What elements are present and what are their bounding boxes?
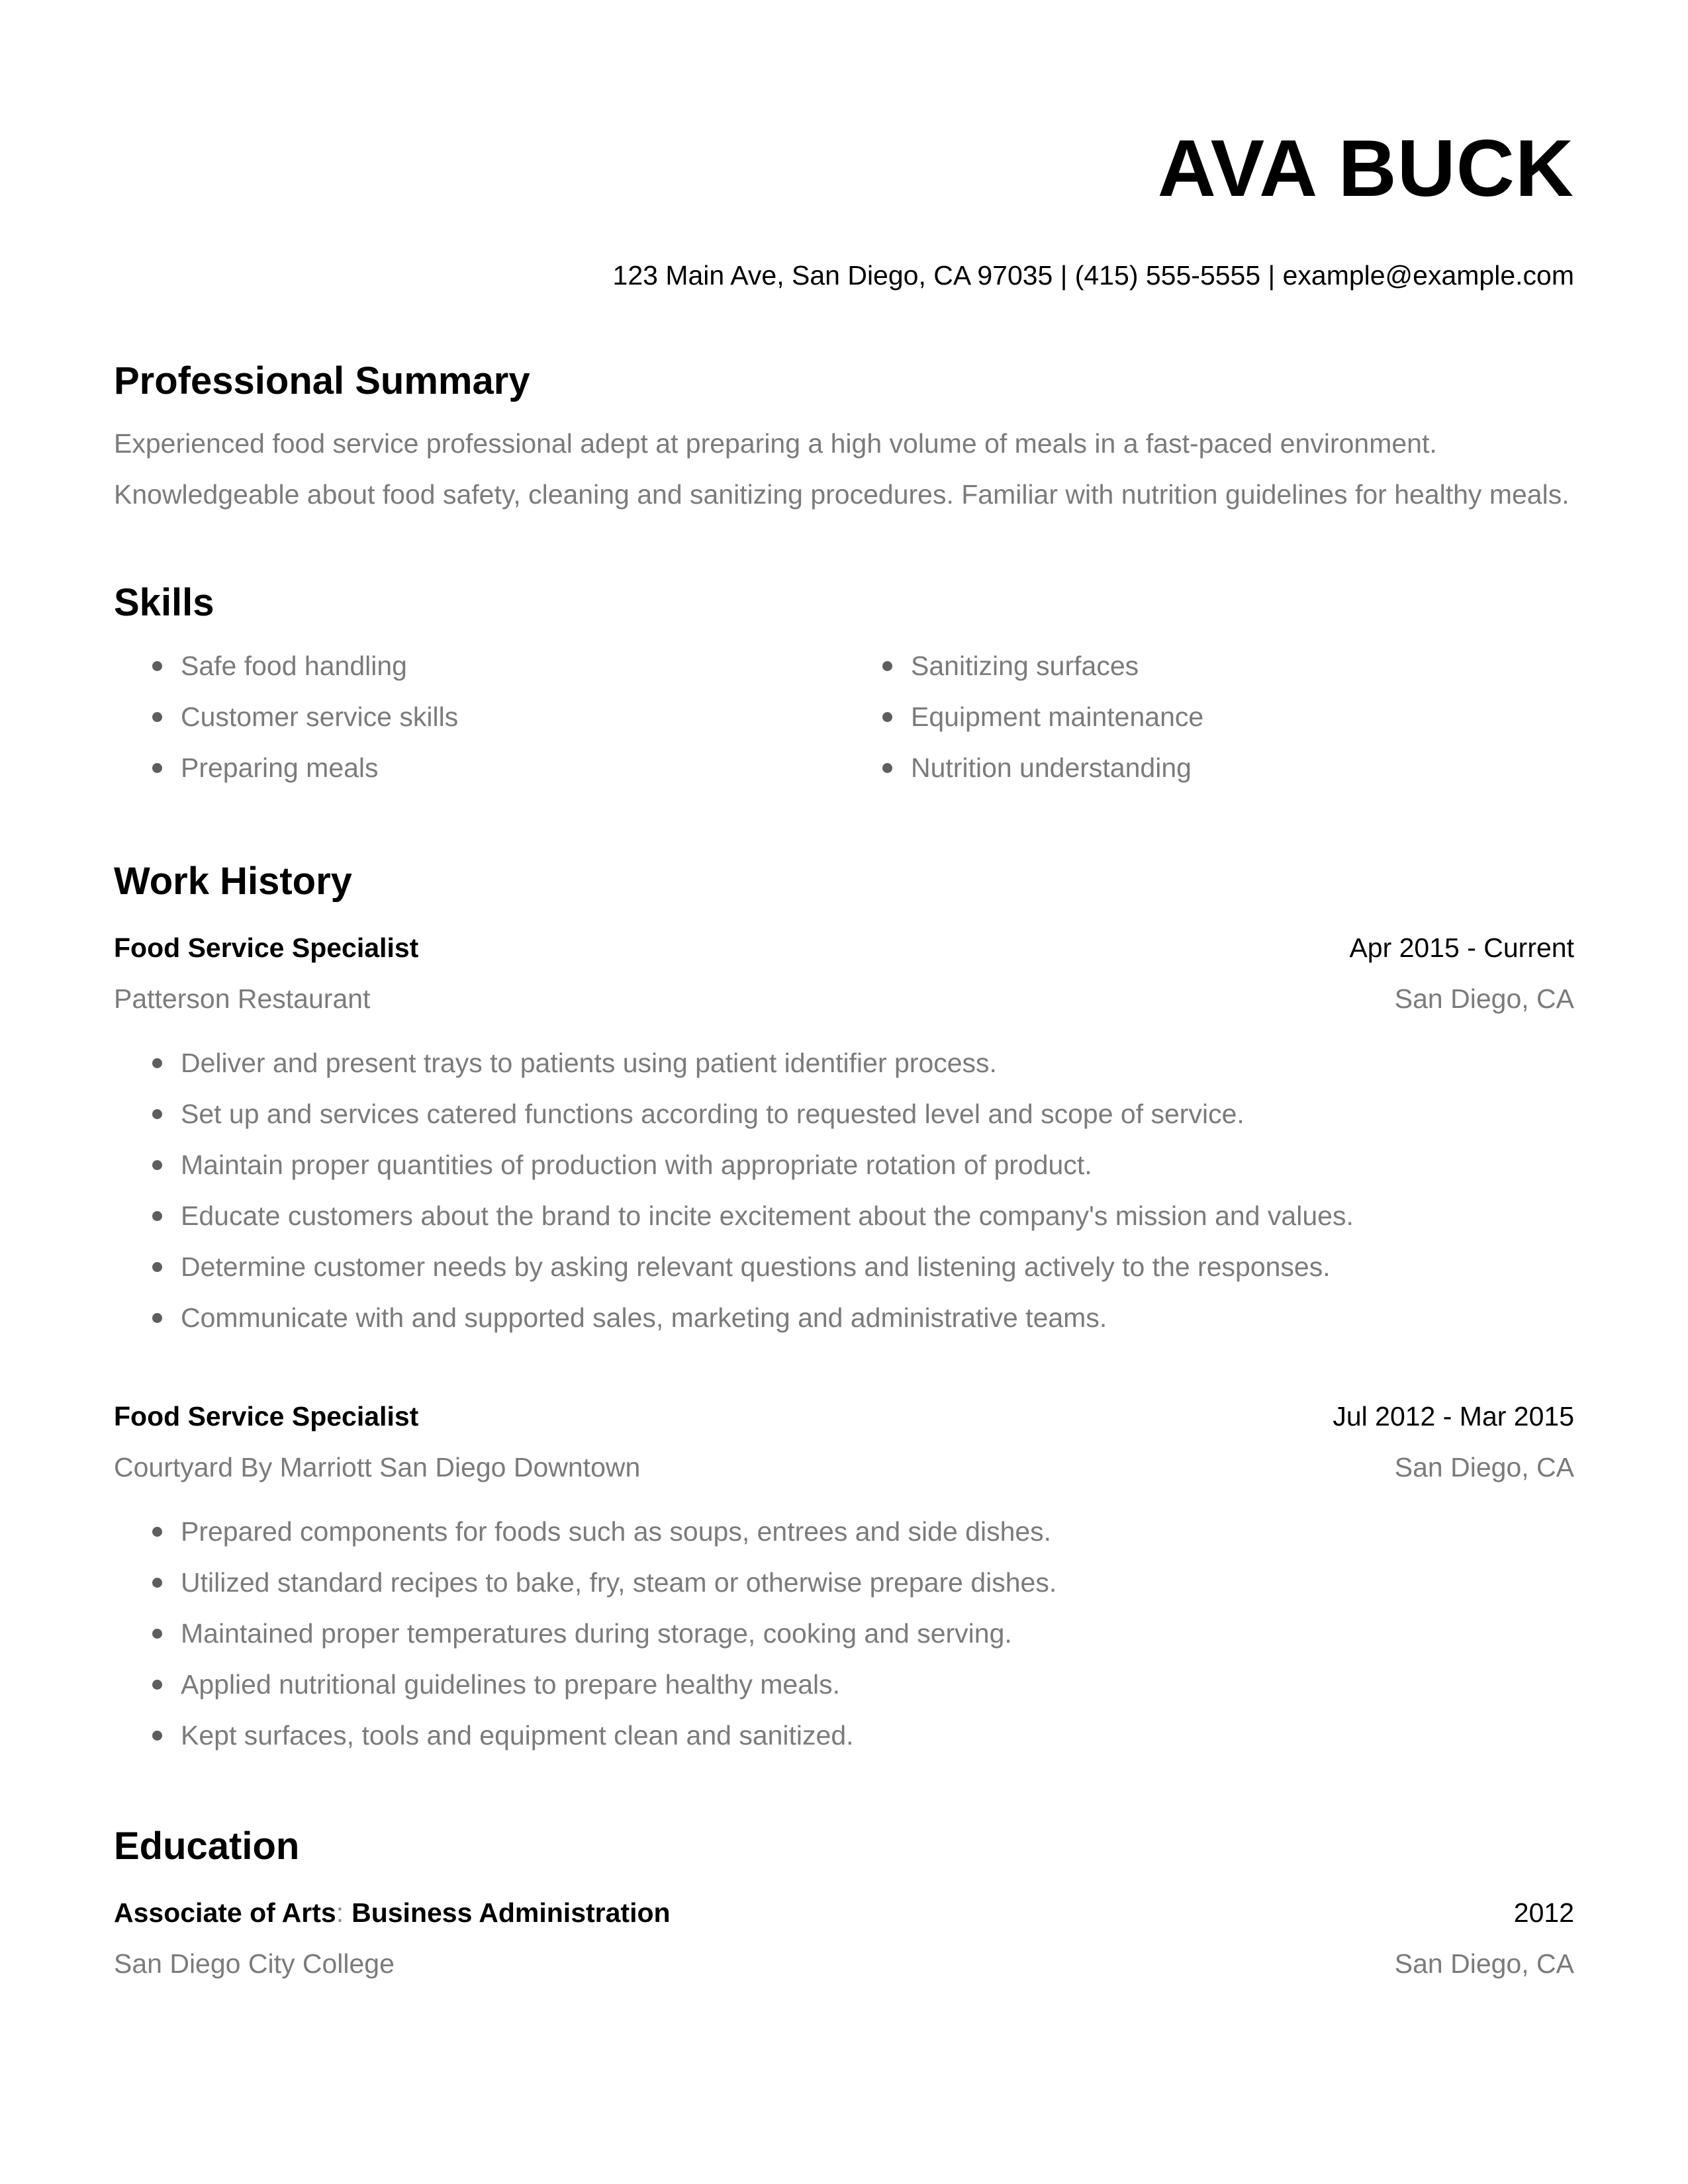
job-duty-text: Educate customers about the brand to incite excitement about the company's mission and values.	[181, 1201, 1354, 1232]
job-duty-text: Utilized standard recipes to bake, fry, steam or otherwise prepare dishes.	[181, 1567, 1057, 1598]
job-dates: Apr 2015 - Current	[1349, 933, 1574, 964]
education-entry	[114, 1888, 1574, 1989]
job-duty	[114, 1191, 1574, 1242]
skill-label: Customer service skills	[181, 702, 459, 733]
education-year: 2012	[1513, 1897, 1574, 1928]
job-location: San Diego, CA	[1394, 983, 1574, 1015]
education-school-row	[114, 1938, 1574, 1989]
bullet-dot-icon	[152, 1731, 162, 1741]
education-degree-row	[114, 1888, 1574, 1938]
education-location: San Diego, CA	[1394, 1948, 1574, 1979]
job-duty	[114, 1608, 1574, 1659]
bullet-dot-icon	[152, 1058, 162, 1068]
degree-name: Associate of Arts	[114, 1897, 336, 1928]
bullet-dot-icon	[882, 661, 892, 671]
job-duty	[114, 1089, 1574, 1140]
skill-label: Safe food handling	[181, 651, 407, 682]
job-duty	[114, 1557, 1574, 1608]
job-duty	[114, 1140, 1574, 1191]
job-duty-text: Applied nutritional guidelines to prepare healthy meals.	[181, 1669, 841, 1700]
job-duty-text: Maintain proper quantities of production with appropriate rotation of product.	[181, 1150, 1092, 1181]
skill-label: Sanitizing surfaces	[911, 651, 1139, 682]
job-title: Food Service Specialist	[114, 933, 419, 964]
job-company: Courtyard By Marriott San Diego Downtown	[114, 1452, 641, 1483]
job-duty	[114, 1038, 1574, 1089]
job-duty-text: Maintained proper temperatures during storage, cooking and serving.	[181, 1618, 1012, 1649]
professional-summary-text: Experienced food service professional adept at preparing a high volume of meals in a fast-paced environment. Knowledgeable about food safety, cleaning and sanitizing procedures. Familiar with nutrition guidelines for healthy meals.	[114, 428, 1570, 510]
bullet-dot-icon	[882, 763, 892, 773]
job-duty	[114, 1506, 1574, 1557]
bullet-dot-icon	[152, 1262, 162, 1272]
job-dates: Jul 2012 - Mar 2015	[1333, 1401, 1574, 1432]
professional-summary-heading: Professional Summary	[114, 359, 530, 403]
section-work-history	[114, 860, 1574, 1761]
job-location: San Diego, CA	[1394, 1452, 1574, 1483]
skill-item	[114, 641, 844, 692]
resume-header	[114, 123, 1574, 301]
education-heading: Education	[114, 1825, 300, 1868]
bullet-dot-icon	[152, 1313, 162, 1323]
skill-item	[114, 692, 844, 743]
job-entry	[114, 1391, 1574, 1761]
job-duty-text: Deliver and present trays to patients using patient identifier process.	[181, 1048, 997, 1079]
bullet-dot-icon	[152, 1578, 162, 1588]
bullet-dot-icon	[152, 1527, 162, 1537]
job-duty	[114, 1659, 1574, 1710]
skill-item	[844, 641, 1574, 692]
skill-item	[844, 692, 1574, 743]
job-title-row	[114, 1391, 1574, 1442]
work-history-heading: Work History	[114, 860, 352, 903]
bullet-dot-icon	[152, 1680, 162, 1690]
skill-item	[844, 743, 1574, 794]
job-company-row	[114, 1442, 1574, 1493]
job-duty	[114, 1242, 1574, 1293]
job-company: Patterson Restaurant	[114, 983, 371, 1015]
job-duty-text: Kept surfaces, tools and equipment clean and sanitized.	[181, 1720, 854, 1751]
degree-field: Business Administration	[352, 1897, 671, 1928]
education-school: San Diego City College	[114, 1948, 395, 1979]
skill-label: Equipment maintenance	[911, 702, 1204, 733]
skills-list	[114, 641, 1574, 794]
job-duty	[114, 1710, 1574, 1761]
job-duties-list	[114, 1038, 1574, 1343]
bullet-dot-icon	[152, 1160, 162, 1170]
job-duty-text: Determine customer needs by asking relevant questions and listening actively to the responses.	[181, 1251, 1331, 1283]
bullet-dot-icon	[152, 661, 162, 671]
section-education	[114, 1825, 1574, 1989]
bullet-dot-icon	[152, 763, 162, 773]
job-duty-text: Set up and services catered functions according to requested level and scope of service.	[181, 1099, 1244, 1130]
bullet-dot-icon	[152, 1629, 162, 1639]
skill-label: Preparing meals	[181, 752, 379, 784]
job-duty-text: Prepared components for foods such as soups, entrees and side dishes.	[181, 1516, 1052, 1547]
education-degree	[114, 1888, 671, 1938]
bullet-dot-icon	[152, 1211, 162, 1221]
skill-label: Nutrition understanding	[911, 752, 1192, 784]
contact-line: 123 Main Ave, San Diego, CA 97035 | (415) 555-5555 | example@example.com	[612, 260, 1574, 291]
job-entry	[114, 923, 1574, 1343]
skills-heading: Skills	[114, 580, 214, 624]
bullet-dot-icon	[882, 712, 892, 722]
job-duties-list	[114, 1506, 1574, 1761]
degree-separator: :	[336, 1897, 344, 1928]
section-professional-summary	[114, 359, 1574, 520]
section-skills	[114, 581, 1574, 794]
candidate-name: AVA BUCK	[1157, 123, 1574, 213]
skill-item	[114, 743, 844, 794]
bullet-dot-icon	[152, 1109, 162, 1119]
job-title: Food Service Specialist	[114, 1401, 419, 1432]
job-duty-text: Communicate with and supported sales, marketing and administrative teams.	[181, 1302, 1107, 1334]
job-title-row	[114, 923, 1574, 974]
bullet-dot-icon	[152, 712, 162, 722]
job-duty	[114, 1293, 1574, 1343]
job-company-row	[114, 974, 1574, 1024]
